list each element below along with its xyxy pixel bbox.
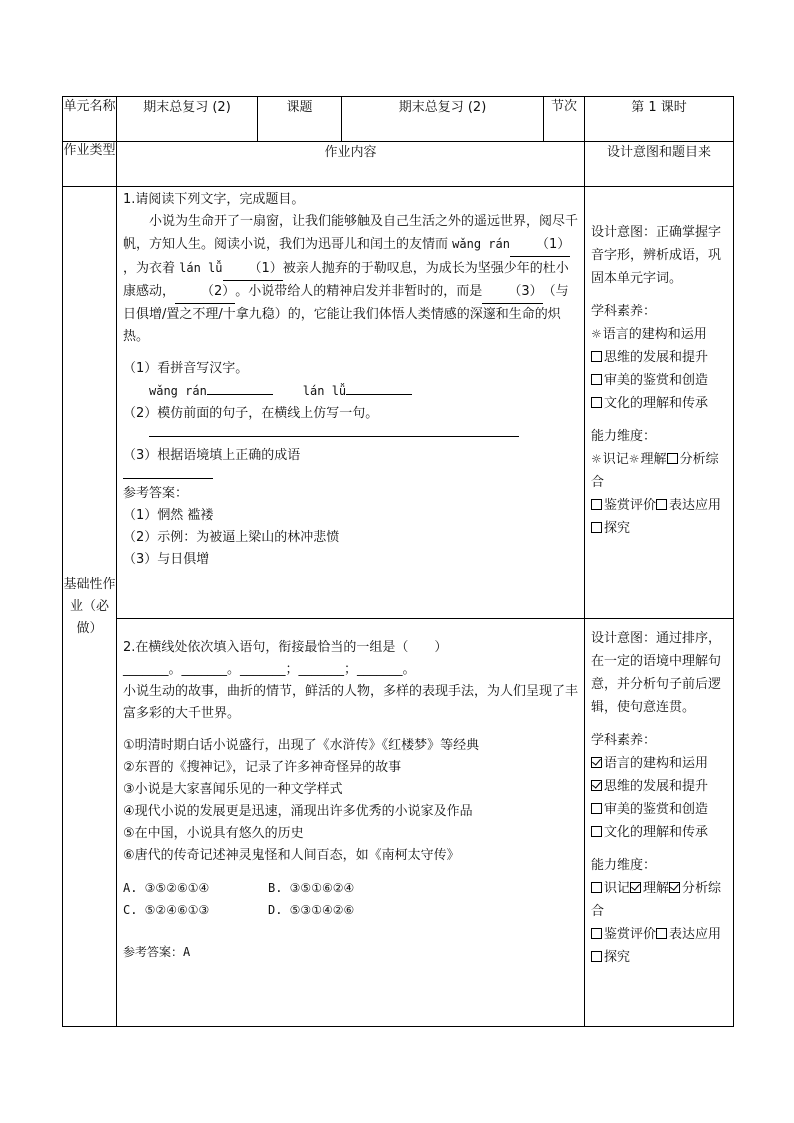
question-1-row	[63, 187, 734, 619]
question-1-design	[585, 187, 734, 619]
checkbox-icon[interactable]	[591, 826, 602, 837]
q2-answer: 参考答案：A	[123, 945, 191, 959]
q1-sub3-answer-line[interactable]	[123, 477, 213, 479]
checkbox-icon[interactable]	[591, 397, 602, 408]
q2-literacy-2: 思维的发展和提升	[591, 775, 727, 798]
topic-label: 课题	[258, 97, 342, 142]
q2-item-3: ③小说是大家喜闻乐见的一种文学样式	[123, 782, 343, 797]
q1-literacy-4: 文化的理解和传承	[591, 392, 727, 415]
q2-literacy-1: 语言的建构和运用	[591, 752, 727, 775]
q1-sub-1-pinyin	[123, 380, 578, 403]
checkbox-icon[interactable]	[667, 453, 678, 464]
sun-icon: ☼	[628, 452, 640, 466]
question-1-content	[117, 187, 585, 619]
q2-lead: 小说生动的故事，曲折的情节，鲜活的人物，多样的表现手法，为人们呈现了丰富多彩的大千世界。	[123, 684, 579, 721]
q2-option-b[interactable]: B. ③⑤①⑥②④	[268, 881, 355, 895]
checkbox-icon[interactable]	[591, 882, 602, 893]
q1-title: 1.请阅读下列文字，完成题目。	[123, 192, 305, 207]
q1-answer-1: （1）惘然 褴褛	[123, 508, 214, 523]
q2-item-6: ⑥唐代的传奇记述神灵鬼怪和人间百态，如《南柯太守传》	[123, 848, 460, 863]
q2-design-intent: 设计意图：通过排序，在一定的语境中理解句意，并分析句子前后逻辑，使句意连贯。	[591, 631, 722, 715]
checkbox-icon[interactable]	[656, 499, 667, 510]
q2-item-2: ②东晋的《搜神记》，记录了许多神奇怪异的故事	[123, 760, 402, 775]
q1-blank-4: （3）	[482, 281, 542, 304]
q1-answer-2: （2）示例：为被逼上梁山的林冲悲愤	[123, 530, 340, 545]
q1-ability-title: 能力维度：	[591, 429, 657, 444]
q2-ability-title: 能力维度：	[591, 858, 657, 873]
q1-sub1-pinyin-2: lán lǚ	[302, 384, 347, 398]
design-label: 设计意图和题目来	[585, 142, 734, 187]
q1-sub1-blank-1[interactable]	[207, 394, 273, 395]
q2-item-1: ①明清时期白话小说盛行，出现了《水浒传》《红楼梦》等经典	[123, 738, 480, 753]
q1-text-3: 被亲人抛弃的于勒叹息，为成长为坚强少年的杜小康感动，	[123, 261, 569, 299]
type-label: 作业类型	[63, 142, 117, 187]
checkbox-icon[interactable]	[591, 351, 602, 362]
q1-ability-line-2: 鉴赏评价 表达应用探究	[591, 494, 727, 540]
q1-sub2-answer-line[interactable]	[149, 435, 519, 437]
side-label: 基础性作业（必做）	[63, 187, 117, 1027]
q1-literacy-title: 学科素养：	[591, 304, 657, 319]
checked-box-icon[interactable]	[630, 882, 641, 893]
unit-label: 单元名称	[63, 97, 117, 142]
header-row	[63, 97, 734, 142]
unit-value: 期末总复习 (2)	[117, 97, 258, 142]
q1-passage	[123, 211, 578, 348]
checkbox-icon[interactable]	[591, 803, 602, 814]
q1-literacy-2: 思维的发展和提升	[591, 346, 727, 369]
q1-answer-title: 参考答案：	[123, 486, 189, 501]
checkbox-icon[interactable]	[591, 374, 602, 385]
q1-sub-1: （1）看拼音写汉字。	[123, 361, 249, 376]
q1-text-4: 。小说带给人的精神启发并非暂时的，而是	[235, 284, 483, 299]
q2-option-c[interactable]: C. ⑤②④⑥①③	[123, 903, 210, 917]
q2-item-5: ⑤在中国，小说具有悠久的历史	[123, 826, 304, 841]
q1-ability-line-1: ☼识记☼理解 分析综合	[591, 452, 719, 490]
q2-literacy-title: 学科素养：	[591, 733, 657, 748]
q1-sub1-blank-2[interactable]	[346, 394, 412, 395]
q2-blanks: _______。_______。_______；_______；_______。	[123, 662, 416, 677]
homework-table	[62, 96, 734, 1027]
q1-literacy-1: ☼语言的建构和运用	[591, 327, 707, 342]
checkbox-icon[interactable]	[591, 928, 602, 939]
q2-options-row-2	[123, 899, 578, 921]
q1-pinyin-1: wǎng rán	[452, 237, 510, 251]
checked-box-icon[interactable]	[591, 757, 602, 768]
q1-pinyin-2: lán lǚ	[179, 261, 223, 275]
q1-text-1: 小说为生命开了一扇窗，让我们能够触及自己生活之外的遥远世界，阅尽千帆，方知人生。阅读小说，我们为迅哥儿和闰土的友情而	[123, 214, 579, 252]
q1-literacy-3: 审美的鉴赏和创造	[591, 369, 727, 392]
q1-design-intent: 设计意图：正确掌握字音字形，辨析成语，巩固本单元字词。	[591, 225, 722, 286]
question-2-design	[585, 619, 734, 1027]
q2-ability-line-2: 鉴赏评价 表达应用探究	[591, 923, 727, 969]
q2-option-d[interactable]: D. ⑤③①④②⑥	[268, 903, 355, 917]
checkbox-icon[interactable]	[591, 522, 602, 533]
q1-text-5: （与日俱增/置之不理/十拿九稳）的，它能让我们体悟人类情感的深邃和生命的炽热。	[123, 284, 569, 344]
q2-option-a[interactable]: A. ③⑤②⑥①④	[123, 881, 210, 895]
q1-sub-2: （2）模仿前面的句子，在横线上仿写一句。	[123, 406, 379, 421]
topic-value: 期末总复习 (2)	[342, 97, 544, 142]
q1-sub1-pinyin-1: wǎng rán	[149, 384, 207, 398]
q2-options-row-1	[123, 877, 578, 899]
question-2-content	[117, 619, 585, 1027]
q2-ability-line-1: 识记 理解 分析综合	[591, 881, 722, 919]
question-2-row	[63, 619, 734, 1027]
q1-blank-2: （1）	[223, 258, 283, 281]
q1-blank-3: （2）	[175, 281, 235, 304]
subheader-row	[63, 142, 734, 187]
checkbox-icon[interactable]	[591, 951, 602, 962]
q2-title: 2.在横线处依次填入语句，衔接最恰当的一组是（ ）	[123, 640, 448, 655]
q1-answer-3: （3）与日俱增	[123, 552, 210, 567]
sun-icon: ☼	[591, 327, 602, 341]
q2-literacy-3: 审美的鉴赏和创造	[591, 798, 727, 821]
q1-text-2: ，为衣着	[123, 261, 180, 276]
q1-blank-1: （1）	[510, 234, 570, 257]
q1-sub-3: （3）根据语境填上正确的成语	[123, 448, 301, 463]
checkbox-icon[interactable]	[656, 928, 667, 939]
content-label: 作业内容	[117, 142, 585, 187]
section-label: 节次	[544, 97, 585, 142]
checked-box-icon[interactable]	[591, 780, 602, 791]
checkbox-icon[interactable]	[591, 499, 602, 510]
q2-item-4: ④现代小说的发展更是迅速，涌现出许多优秀的小说家及作品	[123, 804, 473, 819]
checked-box-icon[interactable]	[669, 882, 680, 893]
q2-literacy-4: 文化的理解和传承	[591, 821, 727, 844]
section-value: 第 1 课时	[585, 97, 734, 142]
sun-icon: ☼	[591, 452, 602, 466]
